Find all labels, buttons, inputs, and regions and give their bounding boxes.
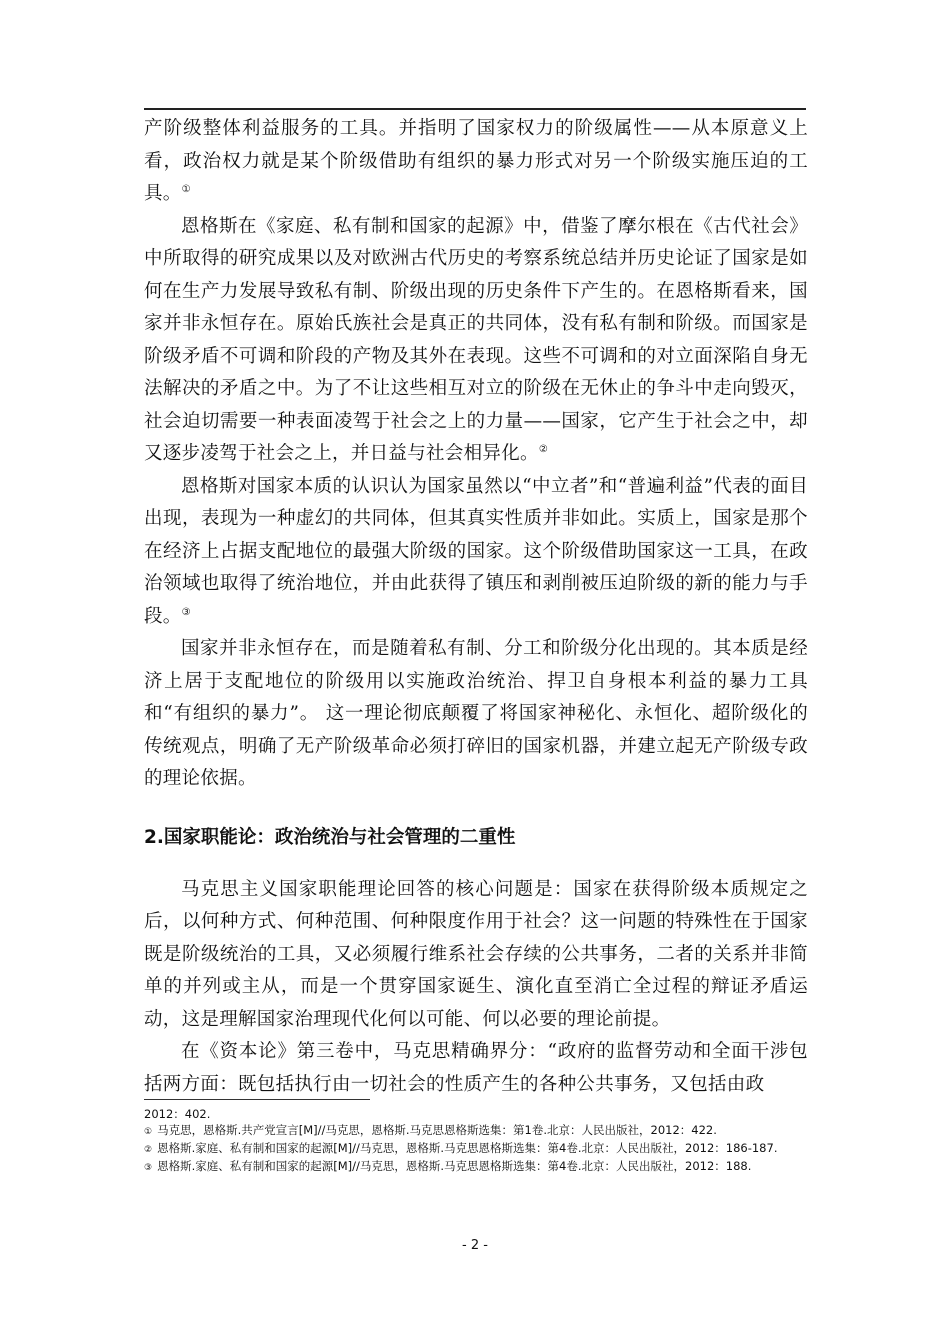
footnote: 2012：402. — [144, 1107, 211, 1121]
footnote: ① 马克思，恩格斯.共产党宣言[M]//马克思，恩格斯.马克思恩格斯选集：第1卷.北京：人民出版社，2012：422. — [144, 1123, 717, 1137]
paragraph: 马克思主义国家职能理论回答的核心问题是：国家在获得阶级本质规定之后，以何种方式、何种范围、何种限度作用于社会？这一问题的特殊性在于国家既是阶级统治的工具，又必须履行维系社会存续的公共事务，二者的关系并非简单的并列或主从，而是一个贯穿国家诞生、演化直至消亡全过程的辩证矛盾运动，这是理解国家治理现代化何以可能、何以必要的理论前提。 — [144, 878, 808, 1030]
header-rule — [144, 108, 806, 110]
footnote-ref[interactable]: ② — [538, 443, 549, 455]
footnote-mark: ② — [144, 1145, 153, 1155]
footnote-mark: ③ — [144, 1163, 153, 1173]
paragraph: 在《资本论》第三卷中，马克思精确界分：“政府的监督劳动和全面干涉包括两方面：既包括执行由一切社会的性质产生的各种公共事务，又包括由政 — [144, 1041, 808, 1095]
paragraph: 恩格斯对国家本质的认识认为国家虽然以“中立者”和“普遍利益”代表的面目出现，表现为一种虚幻的共同体，但其真实性质并非如此。实质上，国家是那个在经济上占据支配地位的最强大阶级的国家。这个阶级借助国家这一工具，在政治领域也取得了统治地位，并由此获得了镇压和剥削被压迫阶级的新的能力与手段。③ — [144, 475, 808, 627]
footnote-rule — [144, 1099, 370, 1100]
footnotes — [144, 1106, 808, 1176]
footnote-ref[interactable]: ③ — [181, 606, 191, 618]
paragraph: 恩格斯在《家庭、私有制和国家的起源》中，借鉴了摩尔根在《古代社会》中所取得的研究成果以及对欧洲古代历史的考察系统总结并历史论证了国家是如何在生产力发展导致私有制、阶级出现的历史条件下产生的。在恩格斯看来，国家并非永恒存在。原始氏族社会是真正的共同体，没有私有制和阶级。而国家是阶级矛盾不可调和阶段的产物及其外在表现。这些不可调和的对立面深陷自身无法解决的矛盾之中。为了不让这些相互对立的阶级在无休止的争斗中走向毁灭，社会迫切需要一种表面凌驾于社会之上的力量——国家，它产生于社会之中，却又逐步凌驾于社会之上，并日益与社会相异化。② — [144, 215, 808, 464]
body-text — [144, 113, 808, 1101]
section-heading: 2.国家职能论：政治统治与社会管理的二重性 — [144, 826, 516, 848]
footnote-mark: ① — [144, 1127, 153, 1137]
footnote-ref[interactable]: ① — [181, 183, 191, 195]
page-number: - 2 - — [462, 1238, 488, 1253]
footnote: ② 恩格斯.家庭、私有制和国家的起源[M]//马克思，恩格斯.马克思恩格斯选集：第4卷.北京：人民出版社，2012：186-187. — [144, 1141, 778, 1155]
footnote: ③ 恩格斯.家庭、私有制和国家的起源[M]//马克思，恩格斯.马克思恩格斯选集：第4卷.北京：人民出版社，2012：188. — [144, 1159, 752, 1173]
paragraph: 产阶级整体利益服务的工具。并指明了国家权力的阶级属性——从本原意义上看，政治权力就是某个阶级借助有组织的暴力形式对另一个阶级实施压迫的工具。① — [144, 118, 808, 204]
paragraph: 国家并非永恒存在，而是随着私有制、分工和阶级分化出现的。其本质是经济上居于支配地位的阶级用以实施政治统治、捍卫自身根本利益的暴力工具和“有组织的暴力”。 这一理论彻底颠覆了将国家神秘化、永恒化、超阶级化的传统观点，明确了无产阶级革命必须打碎旧的国家机器，并建立起无产阶级专政的理论依据。 — [144, 638, 808, 789]
